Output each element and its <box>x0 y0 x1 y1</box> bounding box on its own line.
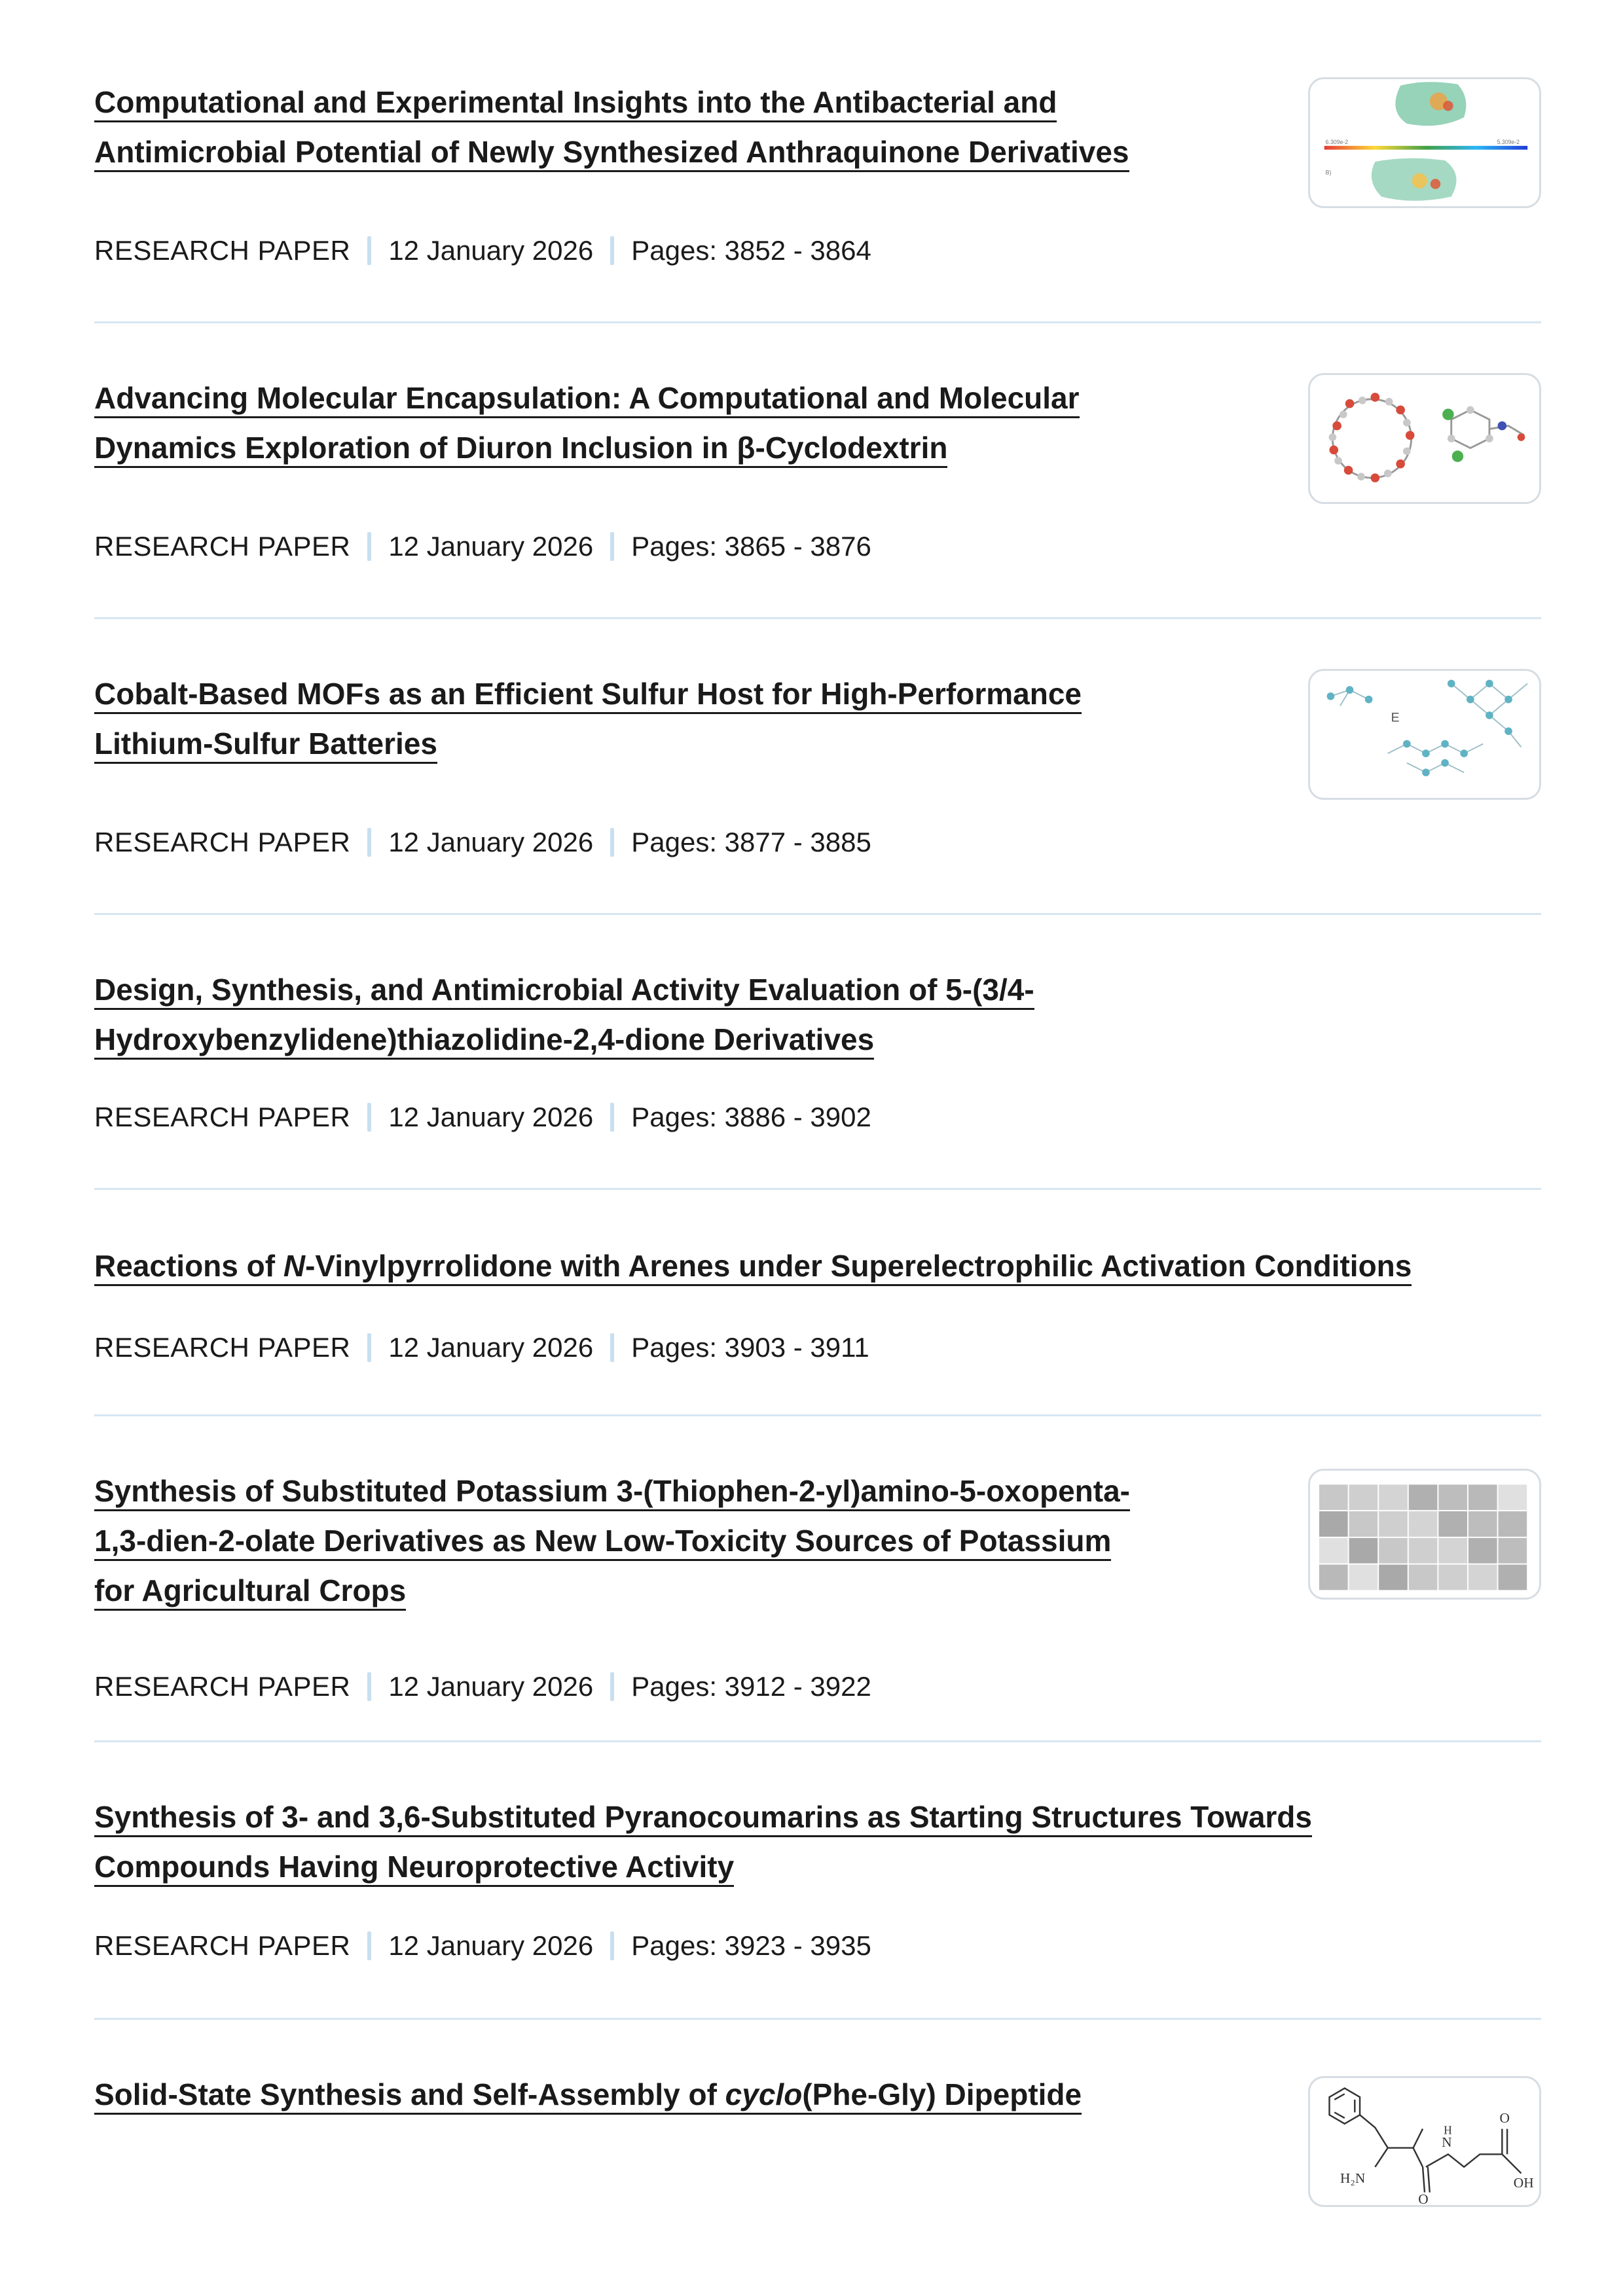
divider <box>94 617 1541 619</box>
divider <box>94 1188 1541 1190</box>
article-meta <box>94 1929 871 1962</box>
micrograph-tile <box>1409 1538 1438 1564</box>
micrograph-tile <box>1438 1511 1467 1537</box>
title-text[interactable]: -Vinylpyrrolidone with Arenes under Superelectrophilic Activation Conditions <box>305 1249 1412 1283</box>
article-meta <box>94 1331 869 1364</box>
article-title-link[interactable] <box>94 669 1247 768</box>
title-text[interactable]: (Phe-Gly) Dipeptide <box>802 2077 1082 2111</box>
article-item <box>94 1466 1541 1702</box>
title-line[interactable]: 1,3-dien-2-olate Derivatives as New Low-Toxicity Sources of Potassium <box>94 1524 1111 1561</box>
micrograph-tile <box>1468 1538 1497 1564</box>
meta-separator <box>610 1103 614 1132</box>
micrograph-tile <box>1409 1511 1438 1537</box>
article-date: 12 January 2026 <box>388 1332 594 1363</box>
micrograph-tile <box>1379 1538 1408 1564</box>
title-line[interactable]: Antimicrobial Potential of Newly Synthesized Anthraquinone Derivatives <box>94 135 1129 172</box>
title-line[interactable]: Hydroxybenzylidene)thiazolidine-2,4-dione Derivatives <box>94 1022 874 1060</box>
article-type: RESEARCH PAPER <box>94 1332 351 1363</box>
micrograph-tile <box>1438 1484 1467 1510</box>
scale-min-label: 6.309e-2 <box>1325 138 1349 145</box>
formula-label: N <box>1442 2134 1452 2150</box>
article-meta <box>94 1101 871 1134</box>
article-title-link[interactable] <box>94 1241 1541 1291</box>
article-item <box>94 77 1541 266</box>
meta-separator <box>610 532 614 561</box>
title-italic-text[interactable]: cyclo <box>725 2077 803 2111</box>
article-meta <box>94 530 871 563</box>
formula-label: H₂N <box>1340 2170 1366 2187</box>
article-thumbnail[interactable] <box>1308 2076 1541 2207</box>
micrograph-tile <box>1379 1565 1408 1590</box>
meta-separator <box>610 236 614 265</box>
article-item <box>94 669 1541 857</box>
article-date: 12 January 2026 <box>388 1930 594 1961</box>
meta-separator <box>367 1672 371 1701</box>
microscopy-image-grid-icon <box>1310 1471 1539 1598</box>
micrograph-tile <box>1319 1565 1348 1590</box>
divider <box>94 2018 1541 2020</box>
title-text[interactable]: Reactions of <box>94 1249 283 1283</box>
meta-separator <box>610 1672 614 1701</box>
article-item <box>94 2070 1541 2205</box>
article-meta <box>94 826 871 859</box>
meta-separator <box>367 1333 371 1362</box>
formula-label: OH <box>1513 2174 1534 2191</box>
micrograph-tile <box>1349 1511 1378 1537</box>
article-title-link[interactable] <box>94 2070 1247 2119</box>
panel-label: B) <box>1325 169 1332 176</box>
meta-separator <box>367 1103 371 1132</box>
micrograph-tile <box>1499 1484 1527 1510</box>
cyclodextrin-molecule-icon <box>1310 375 1539 502</box>
article-pages: Pages: 3903 - 3911 <box>631 1332 869 1363</box>
article-item <box>94 1792 1541 1961</box>
article-type: RESEARCH PAPER <box>94 1930 351 1961</box>
title-italic-text[interactable]: N <box>283 1249 306 1283</box>
article-type: RESEARCH PAPER <box>94 827 351 857</box>
meta-separator <box>367 236 371 265</box>
formula-label: O <box>1499 2109 1510 2126</box>
article-item <box>94 965 1541 1132</box>
micrograph-tile <box>1379 1511 1408 1537</box>
title-line[interactable]: Cobalt-Based MOFs as an Efficient Sulfur Host for High-Performance <box>94 677 1082 714</box>
article-date: 12 January 2026 <box>388 1102 594 1132</box>
formula-label: H <box>1444 2123 1452 2137</box>
meta-separator <box>610 1333 614 1362</box>
micrograph-tile <box>1499 1511 1527 1537</box>
title-line[interactable] <box>94 2077 1082 2115</box>
molecular-electrostatic-potential-map-icon <box>1310 79 1539 206</box>
article-date: 12 January 2026 <box>388 827 594 857</box>
article-title-link[interactable] <box>94 373 1247 473</box>
meta-separator <box>367 828 371 857</box>
article-thumbnail[interactable] <box>1308 373 1541 504</box>
article-title-link[interactable] <box>94 1792 1541 1892</box>
article-pages: Pages: 3912 - 3922 <box>631 1671 871 1702</box>
title-text[interactable]: Solid-State Synthesis and Self-Assembly of <box>94 2077 725 2111</box>
article-item <box>94 1241 1541 1363</box>
micrograph-tile <box>1379 1484 1408 1510</box>
micrograph-tile <box>1468 1484 1497 1510</box>
micrograph-tile <box>1438 1538 1467 1564</box>
micrograph-tile <box>1468 1565 1497 1590</box>
title-line[interactable]: Synthesis of Substituted Potassium 3-(Thiophen-2-yl)amino-5-oxopenta- <box>94 1474 1130 1511</box>
title-line[interactable]: Synthesis of 3- and 3,6-Substituted Pyranocoumarins as Starting Structures Towards <box>94 1800 1312 1837</box>
article-date: 12 January 2026 <box>388 235 594 266</box>
formula-label: O <box>1418 2191 1429 2205</box>
article-item <box>94 373 1541 562</box>
micrograph-tile <box>1438 1565 1467 1590</box>
micrograph-tile <box>1319 1538 1348 1564</box>
article-meta <box>94 234 871 267</box>
meta-separator <box>610 1931 614 1960</box>
micrograph-tile <box>1349 1538 1378 1564</box>
micrograph-tile <box>1349 1565 1378 1590</box>
micrograph-tile <box>1409 1565 1438 1590</box>
meta-separator <box>367 532 371 561</box>
article-title-link[interactable] <box>94 965 1247 1064</box>
article-type: RESEARCH PAPER <box>94 235 351 266</box>
article-date: 12 January 2026 <box>388 1671 594 1702</box>
title-line[interactable]: Advancing Molecular Encapsulation: A Computational and Molecular <box>94 381 1080 418</box>
article-meta <box>94 1670 871 1703</box>
article-pages: Pages: 3865 - 3876 <box>631 531 871 562</box>
micrograph-tile <box>1349 1484 1378 1510</box>
title-line[interactable]: Compounds Having Neuroprotective Activity <box>94 1850 734 1887</box>
title-line[interactable] <box>94 1249 1412 1286</box>
article-pages: Pages: 3877 - 3885 <box>631 827 871 857</box>
title-line[interactable]: Computational and Experimental Insights into the Antibacterial and <box>94 85 1057 122</box>
article-title-link[interactable] <box>94 1466 1247 1615</box>
divider <box>94 321 1541 323</box>
mof-crystal-structure-icon <box>1310 671 1539 798</box>
article-thumbnail[interactable] <box>1308 1469 1541 1600</box>
title-line[interactable]: Design, Synthesis, and Antimicrobial Activity Evaluation of 5-(3/4- <box>94 973 1034 1010</box>
micrograph-tile <box>1319 1484 1348 1510</box>
phe-gly-structural-formula-icon <box>1310 2078 1539 2205</box>
divider <box>94 913 1541 915</box>
micrograph-tile <box>1319 1511 1348 1537</box>
micrograph-tile <box>1468 1511 1497 1537</box>
article-pages: Pages: 3852 - 3864 <box>631 235 871 266</box>
meta-separator <box>610 828 614 857</box>
article-date: 12 January 2026 <box>388 531 594 562</box>
divider <box>94 1414 1541 1416</box>
article-pages: Pages: 3886 - 3902 <box>631 1102 871 1132</box>
article-title-link[interactable] <box>94 77 1247 177</box>
title-line[interactable]: for Agricultural Crops <box>94 1573 406 1611</box>
article-type: RESEARCH PAPER <box>94 531 351 562</box>
micrograph-tile <box>1499 1565 1527 1590</box>
scale-max-label: 5.309e-2 <box>1497 138 1520 145</box>
article-type: RESEARCH PAPER <box>94 1671 351 1702</box>
divider <box>94 1740 1541 1742</box>
article-pages: Pages: 3923 - 3935 <box>631 1930 871 1961</box>
panel-label: E <box>1391 710 1400 725</box>
article-thumbnail[interactable] <box>1308 669 1541 800</box>
article-thumbnail[interactable] <box>1308 77 1541 208</box>
meta-separator <box>367 1931 371 1960</box>
title-line[interactable]: Dynamics Exploration of Diuron Inclusion in β-Cyclodextrin <box>94 431 947 468</box>
title-line[interactable]: Lithium-Sulfur Batteries <box>94 726 437 764</box>
micrograph-tile <box>1409 1484 1438 1510</box>
article-type: RESEARCH PAPER <box>94 1102 351 1132</box>
micrograph-tile <box>1499 1538 1527 1564</box>
